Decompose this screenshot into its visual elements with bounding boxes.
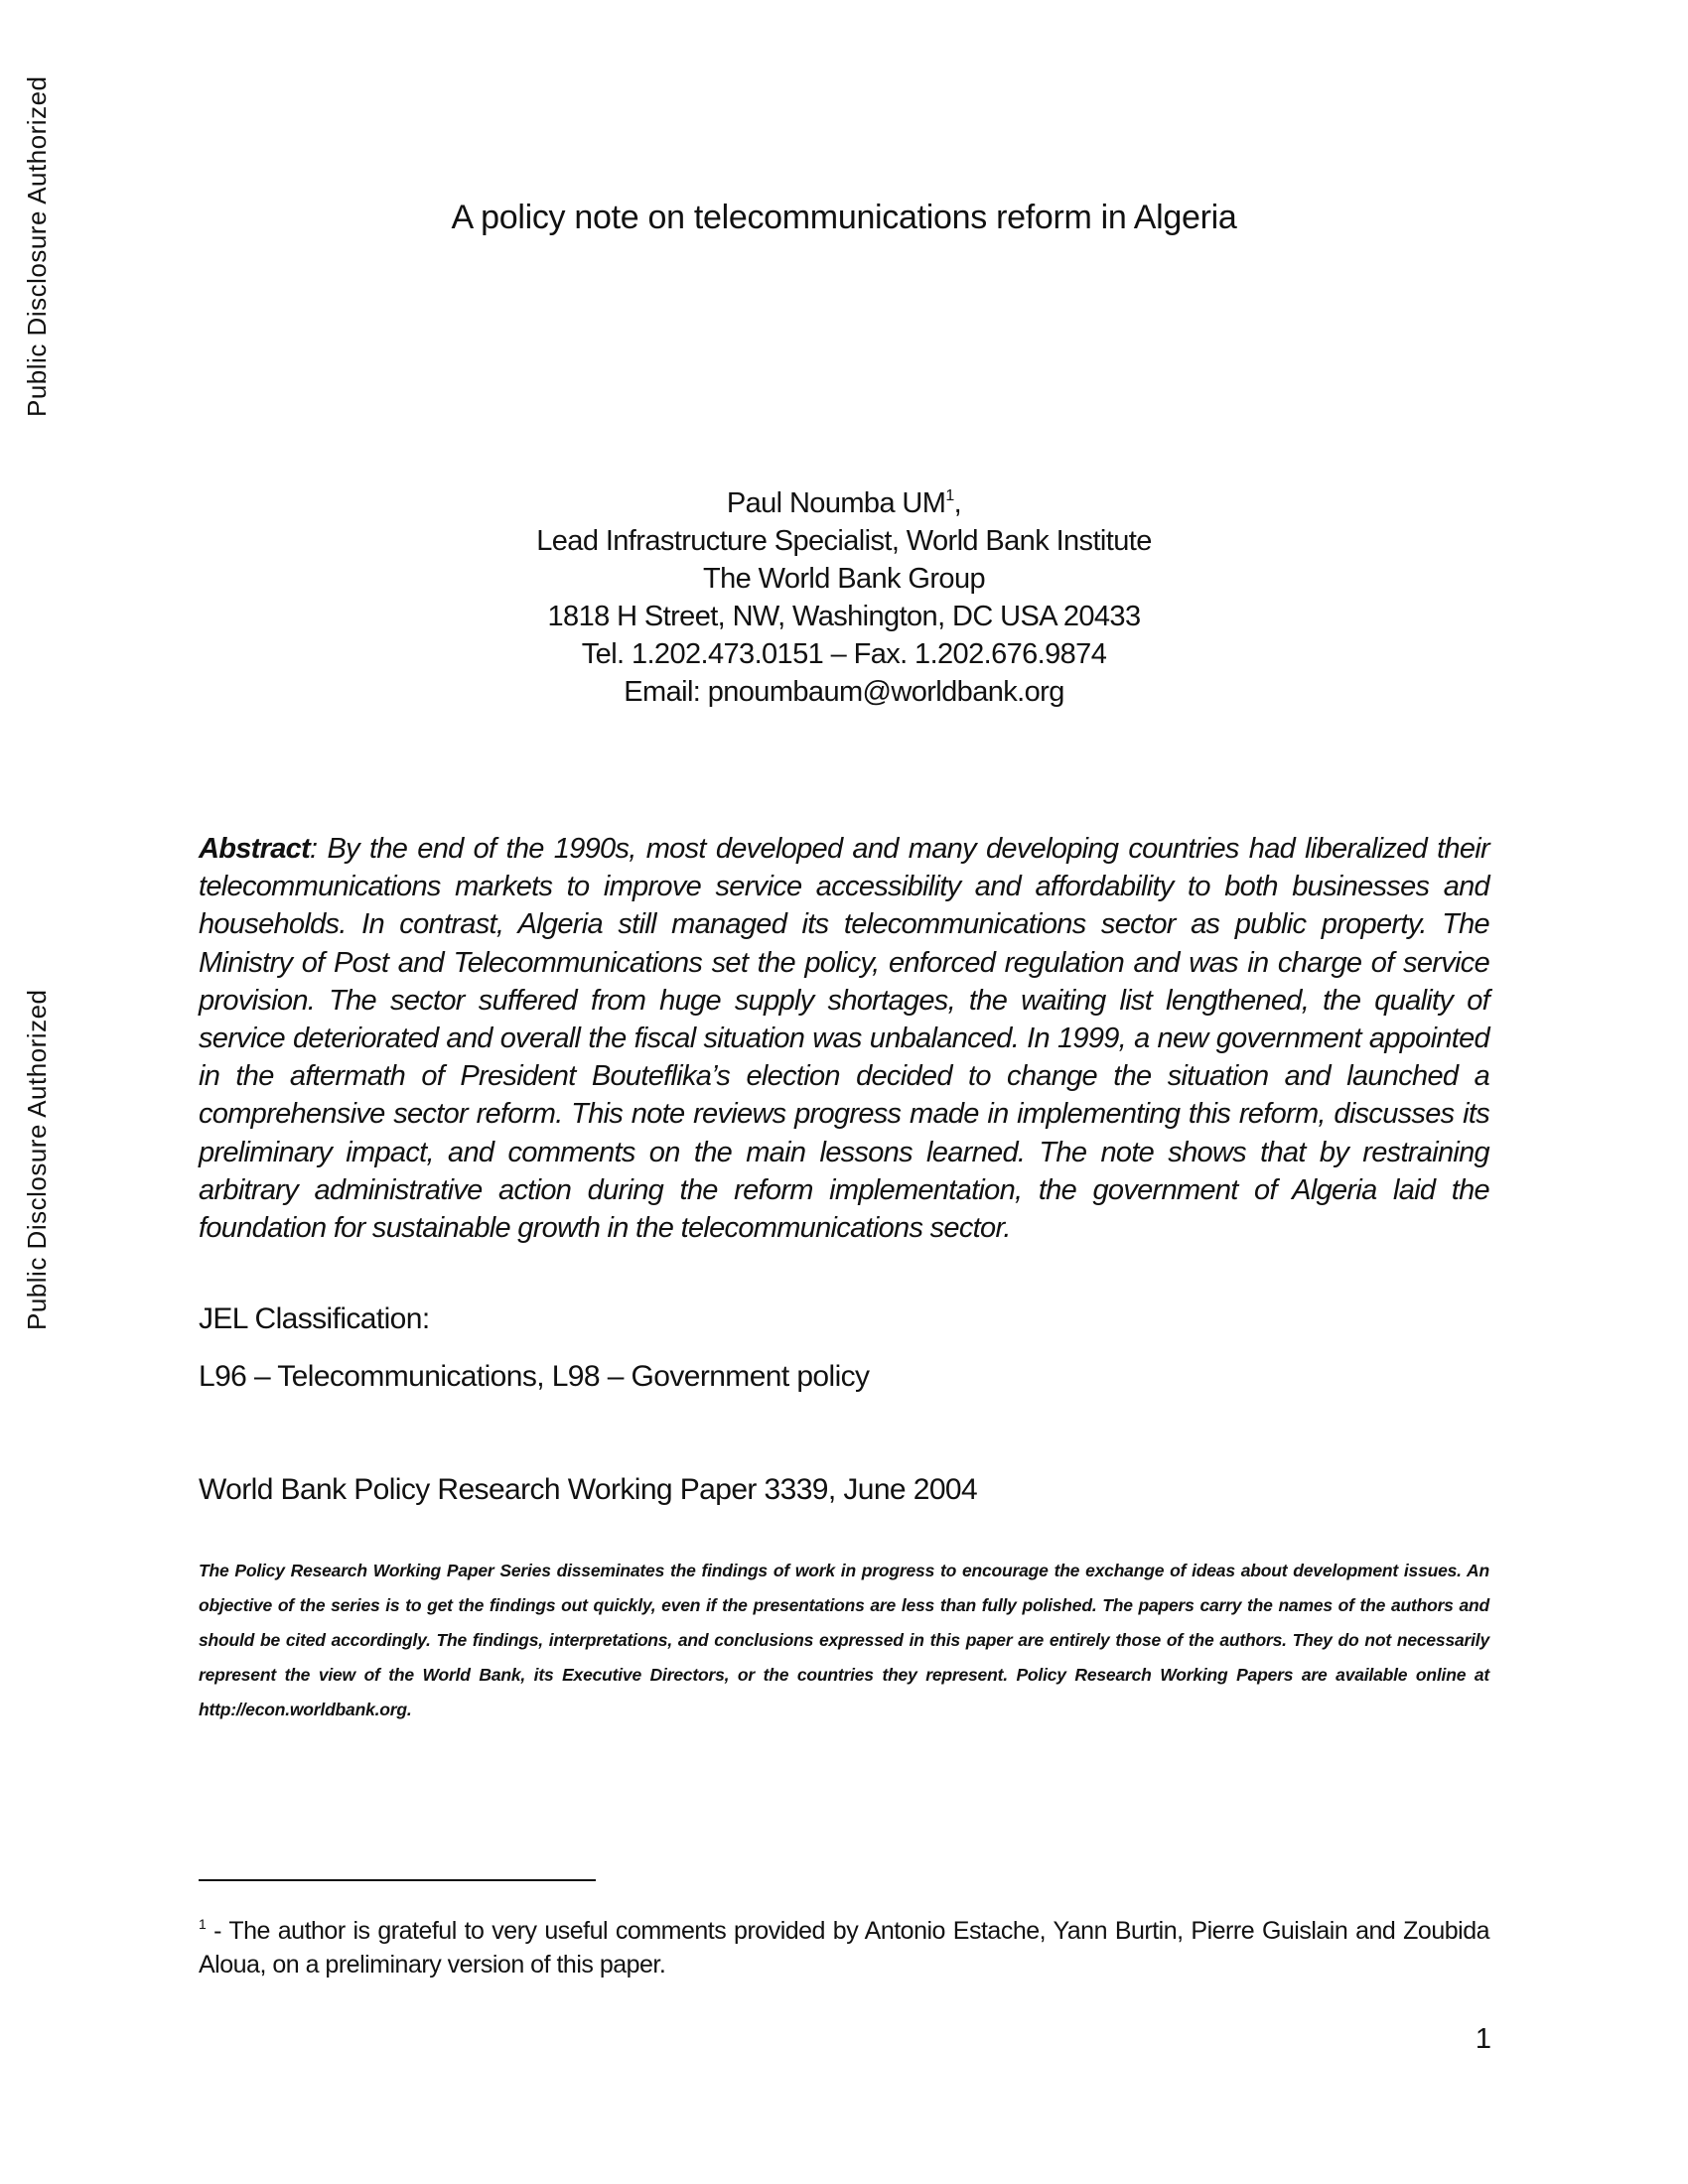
author-line	[0, 484, 1688, 522]
footnote	[199, 1914, 1489, 1981]
footnote-divider	[199, 1879, 596, 1881]
author-email: Email: pnoumbaum@worldbank.org	[624, 676, 1064, 708]
jel-heading: JEL Classification:	[199, 1302, 430, 1335]
author-phone-fax: Tel. 1.202.473.0151 – Fax. 1.202.676.9874	[581, 638, 1107, 670]
paper-title: A policy note on telecommunications reform in Algeria	[451, 199, 1237, 236]
abstract-label: Abstract	[199, 833, 311, 865]
author-name-suffix: ,	[953, 487, 962, 519]
author-organization: The World Bank Group	[702, 563, 986, 595]
author-position: Lead Infrastructure Specialist, World Bank Institute	[536, 525, 1152, 557]
footnote-text: - The author is grateful to very useful comments provided by Antonio Estache, Yann Burtin, Pierre Guislain and Zoubida Aloua, on a preliminary version of this paper.	[199, 1917, 1489, 1979]
public-disclosure-watermark-top: Public Disclosure Authorized	[22, 75, 52, 417]
author-footnote-mark: 1	[945, 487, 954, 504]
author-address: 1818 H Street, NW, Washington, DC USA 20433	[547, 601, 1141, 632]
public-disclosure-watermark-bottom: Public Disclosure Authorized	[22, 989, 52, 1330]
jel-codes: L96 – Telecommunications, L98 – Government policy	[199, 1360, 870, 1393]
abstract	[199, 830, 1489, 1247]
working-paper-info: World Bank Policy Research Working Paper 3339, June 2004	[199, 1473, 978, 1506]
series-disclaimer: The Policy Research Working Paper Series disseminates the findings of work in progress to encourage the exchange of ideas about development issues. An objective of the series is to get the findings out quickly, even if the presentations are less than fully polished. The papers carry the names of the authors and should be cited accordingly. The findings, interpretations, and conclusions expressed in this paper are entirely those of the authors. They do not necessarily represent the view of the World Bank, its Executive Directors, or the countries they represent. Policy Research Working Papers are available online at http://econ.worldbank.org.	[199, 1561, 1489, 1719]
footnote-mark: 1	[199, 1916, 207, 1932]
author-block	[0, 484, 1688, 711]
abstract-text: : By the end of the 1990s, most developed and many developing countries had liberalized their telecommunications markets to improve service accessibility and affordability to both businesses and households. In contrast, Algeria still managed its telecommunications sector as public property. The Ministry of Post and Telecommunications set the policy, enforced regulation and was in charge of service provision. The sector suffered from huge supply shortages, the waiting list lengthened, the quality of service deteriorated and overall the fiscal situation was unbalanced. In 1999, a new government appointed in the aftermath of President Bouteflika’s election decided to change the situation and launched a comprehensive sector reform. This note reviews progress made in implementing this reform, discusses its preliminary impact, and comments on the main lessons learned. The note shows that by restraining arbitrary administrative action during the reform implementation, the government of Algeria laid the foundation for sustainable growth in the telecommunications sector.	[199, 833, 1489, 1245]
author-name: Paul Noumba UM	[726, 487, 946, 519]
page-number: 1	[1475, 2023, 1491, 2055]
